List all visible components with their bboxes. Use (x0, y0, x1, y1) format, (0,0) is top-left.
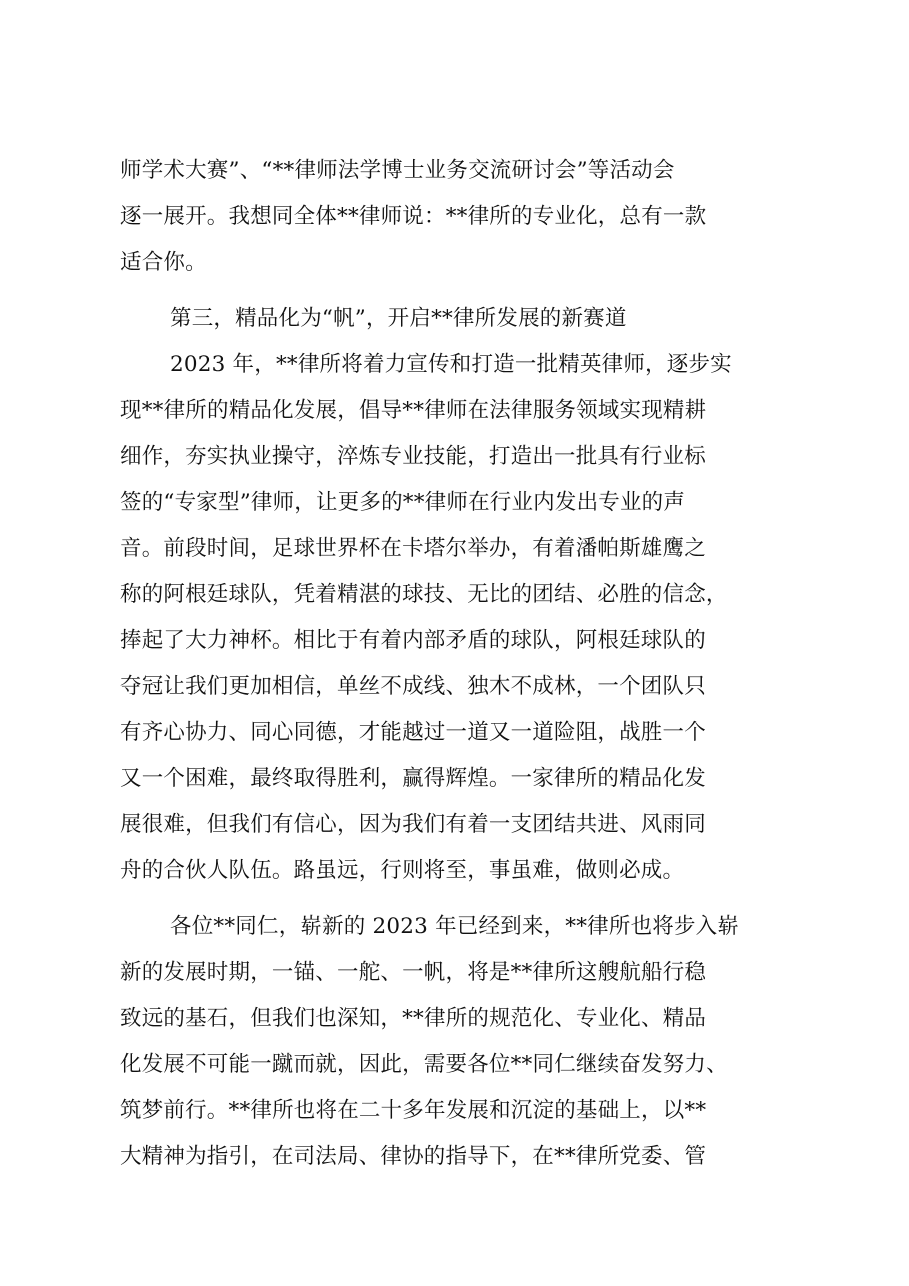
body-line: 音。前段时间，足球世界杯在卡塔尔举办，有着潘帕斯雄鹰之 (120, 536, 706, 561)
section-heading: 第三，精品化为“帆”，开启**律所发展的新赛道 (170, 306, 627, 331)
body-line: 细作，夯实执业操守，淬炼专业技能，打造出一批具有行业标 (120, 444, 706, 469)
body-line: 捧起了大力神杯。相比于有着内部矛盾的球队，阿根廷球队的 (120, 628, 706, 653)
body-line: 逐一展开。我想同全体**律师说：**律所的专业化，总有一款 (120, 204, 707, 229)
body-line: 签的“专家型”律师，让更多的**律师在行业内发出专业的声 (120, 490, 686, 515)
body-line: 各位**同仁，崭新的 2023 年已经到来，**律所也将步入崭 (170, 914, 740, 939)
body-line: 有齐心协力、同心同德，才能越过一道又一道险阻，战胜一个 (120, 720, 706, 745)
body-line: 新的发展时期，一锚、一舵、一帆，将是**律所这艘航船行稳 (120, 960, 707, 985)
body-line: 夺冠让我们更加相信，单丝不成线、独木不成林，一个团队只 (120, 674, 706, 699)
body-line: 筑梦前行。**律所也将在二十多年发展和沉淀的基础上，以** (120, 1098, 707, 1123)
body-line: 2023 年，**律所将着力宣传和打造一批精英律师，逐步实 (170, 352, 732, 377)
body-line: 师学术大赛”、“**律师法学博士业务交流研讨会”等活动会 (120, 158, 675, 183)
body-line: 致远的基石，但我们也深知，**律所的规范化、专业化、精品 (120, 1006, 707, 1031)
body-line: 舟的合伙人队伍。路虽远，行则将至，事虽难，做则必成。 (120, 858, 685, 883)
body-line: 适合你。 (120, 250, 207, 275)
body-line: 展很难，但我们有信心，因为我们有着一支团结共进、风雨同 (120, 812, 706, 837)
body-line: 大精神为指引，在司法局、律协的指导下，在**律所党委、管 (120, 1144, 707, 1169)
document-body (120, 148, 800, 1180)
body-line: 称的阿根廷球队，凭着精湛的球技、无比的团结、必胜的信念， (120, 582, 728, 607)
body-line: 现**律所的精品化发展，倡导**律师在法律服务领域实现精耕 (120, 398, 707, 423)
body-line: 又一个困难，最终取得胜利，赢得辉煌。一家律所的精品化发 (120, 766, 706, 791)
body-line: 化发展不可能一蹴而就，因此，需要各位**同仁继续奋发努力、 (120, 1052, 728, 1077)
